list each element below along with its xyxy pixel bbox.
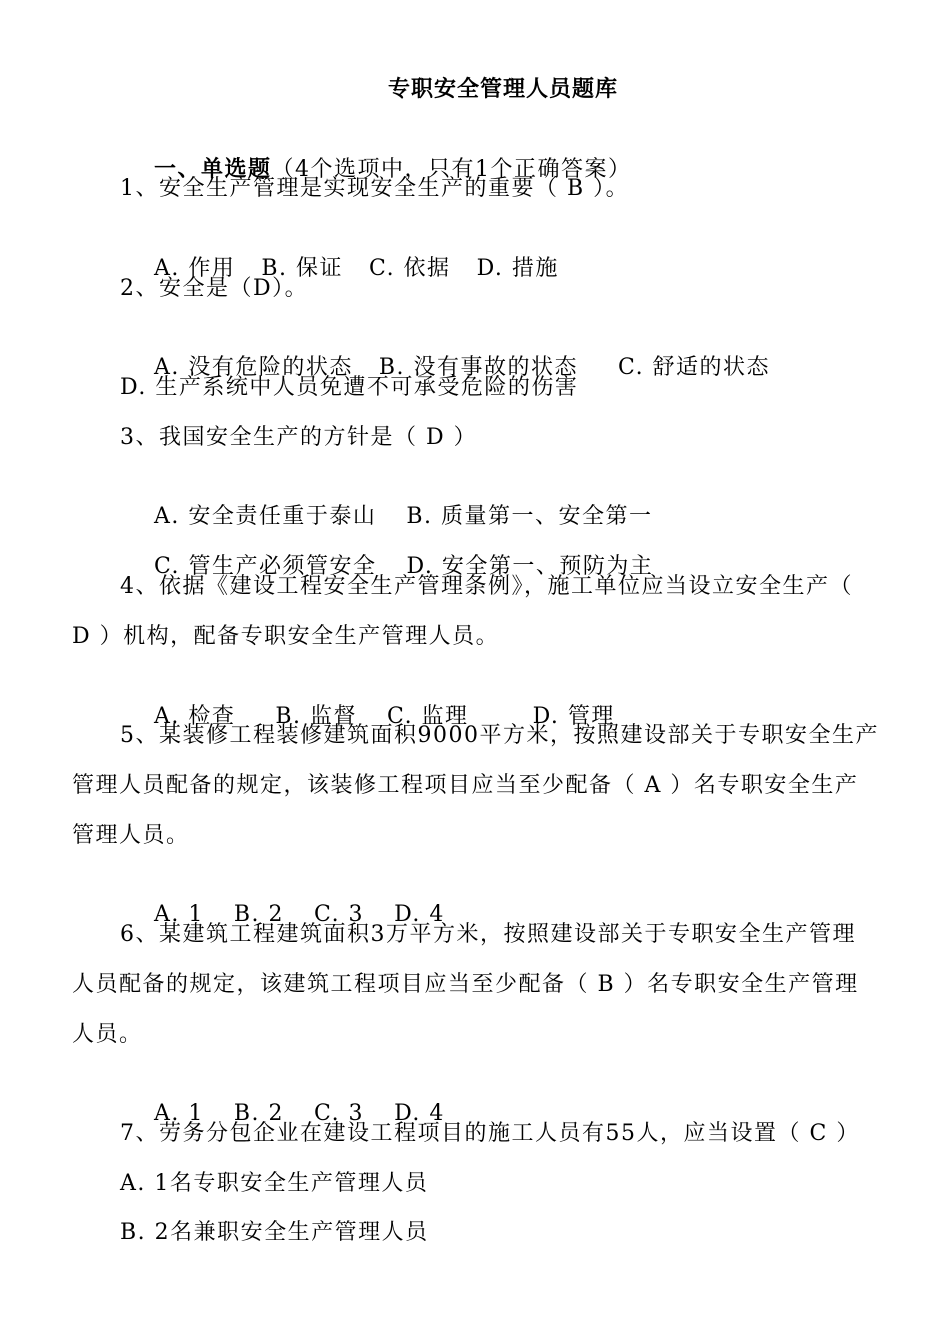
page-title: 专职安全管理人员题库 [388, 76, 619, 102]
question-7-option-b: B. 2名兼职安全生产管理人员 [120, 1220, 429, 1245]
question-4-option-d: D. 管理 [532, 704, 615, 729]
question-4-stem-line-2: D ）机构，配备专职安全生产管理人员。 [72, 624, 500, 649]
question-3-option-a: A. 安全责任重于泰山 [153, 504, 377, 529]
question-3-stem: 3、我国安全生产的方针是（ D ） [120, 425, 478, 450]
question-1-option-a: A. 作用 [153, 256, 236, 281]
question-4-option-b: B. 监督 [275, 704, 358, 729]
question-7-option-a: A. 1名专职安全生产管理人员 [120, 1171, 429, 1196]
question-6-stem-line-3: 人员。 [72, 1022, 143, 1047]
question-5-option-d: D. 4 [394, 902, 445, 927]
question-5-stem-line-1: 5、某装修工程装修建筑面积9000平方米，按照建设部关于专职安全生产 [120, 723, 879, 748]
question-2-option-d: D. 生产系统中人员免遭不可承受危险的伤害 [120, 375, 579, 400]
question-2-stem: 2、安全是（D）。 [120, 276, 309, 301]
question-6-option-a: A. 1 [153, 1101, 204, 1126]
section-heading-note: （4个选项中，只有1个正确答案） [271, 157, 632, 182]
section-heading-label: 一、单选题 [153, 156, 272, 182]
question-6-stem-line-1: 6、某建筑工程建筑面积3万平方米，按照建设部关于专职安全生产管理 [120, 922, 856, 947]
question-4-stem-line-1: 4、依据《建设工程安全生产管理条例》，施工单位应当设立安全生产（ [120, 574, 853, 599]
question-6-option-d: D. 4 [394, 1101, 445, 1126]
question-5-option-a: A. 1 [153, 902, 204, 927]
question-1-stem: 1、安全生产管理是实现安全生产的重要（ B ）。 [120, 176, 630, 201]
question-5-option-c: C. 3 [314, 902, 365, 927]
question-5-stem-line-3: 管理人员。 [72, 823, 190, 848]
question-6-stem-line-2: 人员配备的规定，该建筑工程项目应当至少配备（ B ）名专职安全生产管理 [72, 972, 859, 997]
question-5-stem-line-2: 管理人员配备的规定，该装修工程项目应当至少配备（ A ）名专职安全生产 [72, 773, 859, 798]
question-2-option-c: C. 舒适的状态 [618, 355, 771, 380]
question-4-option-a: A. 检查 [153, 704, 236, 729]
question-1-option-c: C. 依据 [369, 256, 451, 281]
question-3-option-d: D. 安全第一、预防为主 [406, 554, 654, 579]
question-4-option-c: C. 监理 [387, 704, 469, 729]
question-2-option-b: B. 没有事故的状态 [378, 355, 579, 380]
question-1-option-b: B. 保证 [261, 256, 344, 281]
question-7-stem: 7、劳务分包企业在建设工程项目的施工人员有55人，应当设置（ C ） [120, 1121, 860, 1146]
question-6-option-c: C. 3 [314, 1101, 365, 1126]
question-2-option-a: A. 没有危险的状态 [153, 355, 353, 380]
question-6-option-b: B. 2 [233, 1101, 285, 1126]
question-5-option-b: B. 2 [233, 902, 285, 927]
question-3-option-b: B. 质量第一、安全第一 [406, 504, 653, 529]
question-3-option-c: C. 管生产必须管安全 [153, 554, 377, 579]
question-1-option-d: D. 措施 [476, 256, 559, 281]
